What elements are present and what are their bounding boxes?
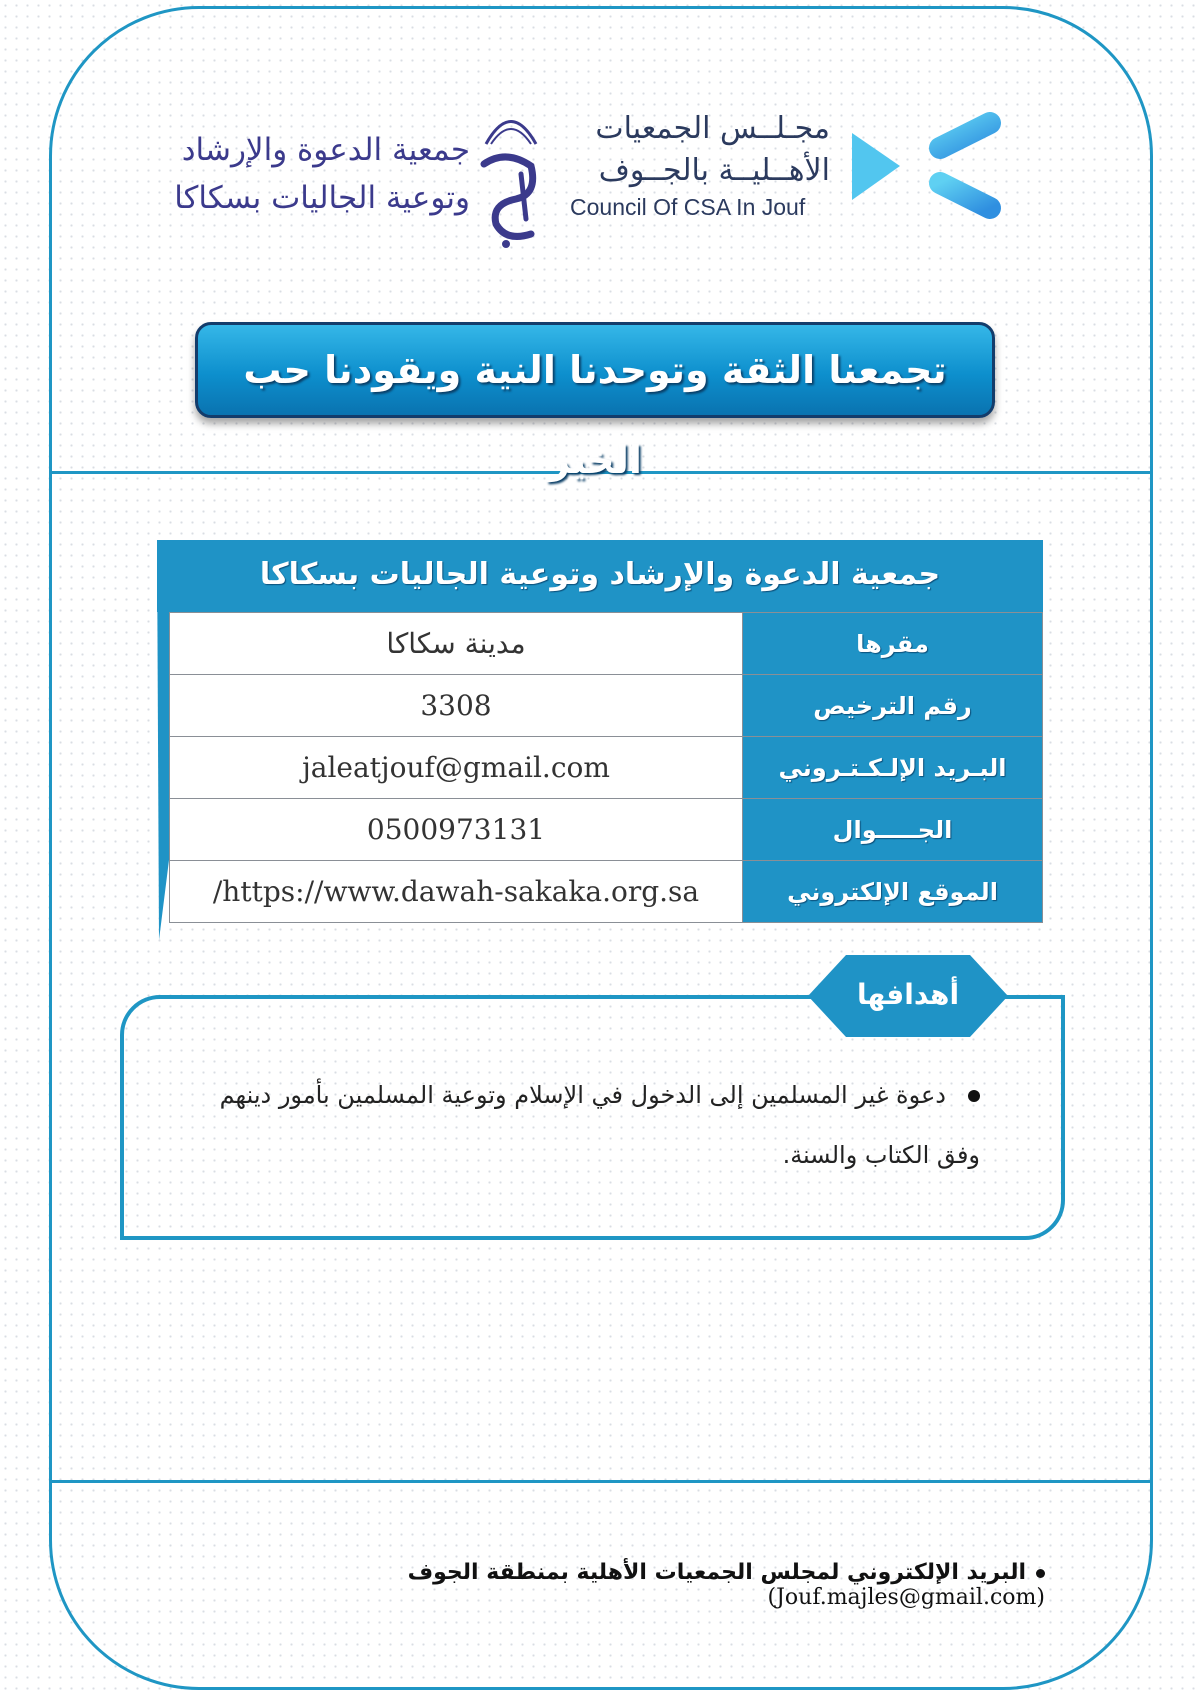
table-row (170, 861, 1043, 923)
info-value-location: مدينة سكاكا (170, 613, 743, 675)
footer-divider (49, 1480, 1153, 1483)
info-value-mobile[interactable]: 0500973131 (170, 799, 743, 861)
info-label-location: مقرها (743, 613, 1043, 675)
info-value-license: 3308 (170, 675, 743, 737)
info-label-website: الموقع الإلكتروني (743, 861, 1043, 923)
association-name-line1: جمعية الدعوة والإرشاد (181, 132, 470, 168)
info-value-website[interactable]: /https://www.dawah-sakaka.org.sa (170, 861, 743, 923)
info-label-mobile: الجـــــوال (743, 799, 1043, 861)
footer-text: البريد الإلكتروني لمجلس الجمعيات الأهلية بمنطقة الجوف (407, 1560, 1026, 1585)
info-value-email[interactable]: jaleatjouf@gmail.com (170, 737, 743, 799)
table-left-accent (157, 540, 169, 940)
table-row (170, 799, 1043, 861)
council-english-name: Council Of CSA In Jouf (570, 194, 806, 220)
table-row (170, 613, 1043, 675)
council-arabic-line2: الأهــليــة بالجــوف (598, 153, 830, 188)
info-label-email: البـريد الإلـكـتـروني (743, 737, 1043, 799)
calligraphy-emblem-icon (476, 104, 546, 252)
slogan-banner: تجمعنا الثقة وتوحدنا النية ويقودنا حب الخير (195, 322, 995, 418)
goal-list-item (175, 1065, 980, 1185)
bullet-icon (1036, 1569, 1045, 1578)
footer-email[interactable]: (Jouf.majles@gmail.com) (767, 1585, 1045, 1610)
goal-text: دعوة غير المسلمين إلى الدخول في الإسلام وتوعية المسلمين بأمور دينهم وفق الكتاب والسنة. (219, 1081, 980, 1169)
table-row (170, 737, 1043, 799)
council-arabic-line1: مجـلــس الجمعيات (595, 111, 830, 146)
info-label-license: رقم الترخيص (743, 675, 1043, 737)
table-row (170, 675, 1043, 737)
council-name (570, 108, 830, 221)
association-name (150, 126, 470, 222)
bullet-icon (968, 1090, 980, 1102)
goals-heading: أهدافها (856, 978, 960, 1011)
info-table (169, 612, 1043, 923)
council-star-logo-icon (840, 78, 1010, 253)
association-name-line2: وتوعية الجاليات بسكاكا (174, 180, 470, 216)
info-table-title: جمعية الدعوة والإرشاد وتوعية الجاليات بسكاكا (157, 540, 1043, 612)
footer-note (195, 1560, 1045, 1610)
